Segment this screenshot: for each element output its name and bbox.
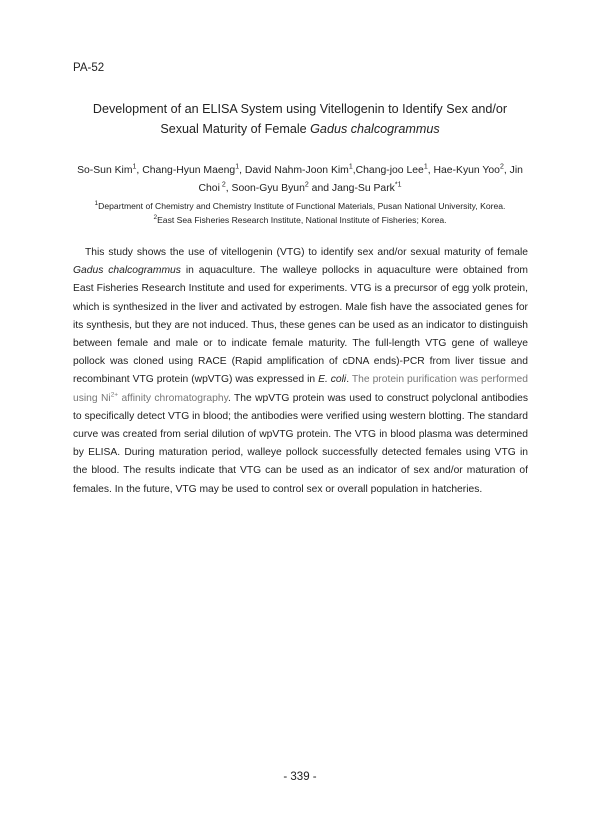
affiliation-mark: 2 xyxy=(153,214,158,222)
author-name: So-Sun Kim xyxy=(77,165,133,176)
abstract-text: . xyxy=(346,374,352,386)
abstract-text: in aquaculture. The walleye pollocks in aquaculture were obtained from East Fisheries Research Institute and used for experiments. VTG is a precursor of egg yolk protein, which is synthesized in the liver and activated by estrogen. Male fish have the associated genes for its synthesis, but they are not induced. Thus, these genes can be used as an indicator to distinguish between female and male or to indicate female maturity. The full-length VTG gene of walleye pollock was cloned using RACE (Rapid amplification of cDNA ends)-PCR from liver tissue and recombinant VTG protein (wpVTG) was expressed in xyxy=(73,265,529,386)
abstract-gray-text: The protein purification was performed using Ni xyxy=(73,374,528,404)
affiliation-list xyxy=(60,199,540,227)
page-number: - 339 - xyxy=(283,771,317,783)
title-line-2-prefix: Sexual Maturity of Female xyxy=(160,122,311,136)
author-list xyxy=(66,162,534,198)
author-affiliation-mark: 2 xyxy=(499,163,504,171)
author-affiliation-mark: 1 xyxy=(348,163,353,171)
paper-code: PA-52 xyxy=(73,62,105,74)
author-name: Jang-Su Park xyxy=(331,183,395,194)
author-affiliation-mark: *1 xyxy=(394,181,402,189)
author-affiliation-mark: 1 xyxy=(423,163,428,171)
author-name: Jin Choi xyxy=(198,165,523,194)
abstract-text: This study shows the use of vitellogenin (VTG) to identify sex and/or sexual maturity of female xyxy=(85,247,528,258)
affiliation-item xyxy=(60,199,540,213)
author-name: Soon-Gyu Byun xyxy=(231,183,305,194)
author-affiliation-mark: 2 xyxy=(219,181,226,189)
abstract-gray-text-2: affinity chromatography xyxy=(118,392,228,404)
author-separator: and xyxy=(308,183,332,194)
author-separator: , xyxy=(352,165,356,176)
author-name: Hae-Kyun Yoo xyxy=(433,165,500,176)
author-affiliation-mark: 2 xyxy=(304,181,309,189)
title-line-1: Development of an ELISA System using Vitellogenin to Identify Sex and/or xyxy=(92,102,508,116)
author-affiliation-mark: 1 xyxy=(132,163,137,171)
author-separator: , xyxy=(225,183,232,194)
abstract-species-ecoli: E. coli xyxy=(318,374,347,386)
abstract-text: . The wpVTG protein was used to construct polyclonal antibodies to specifically detect VTG in blood; the antibodies were verified using western blotting. The standard curve was created from serial dilution of wpVTG protein. The VTG in blood plasma was determined by ELISA. During maturation period, walleye pollock successfully detected females using VTG in the blood. The results indicate that VTG can be used as an indicator of sex and/or maturation of females. In the future, VTG may be used to control sex or overall population in hatcheries. xyxy=(73,392,529,495)
affiliation-text: East Sea Fisheries Research Institute, National Institute of Fisheries; Korea. xyxy=(157,215,447,225)
author-name: David Nahm-Joon Kim xyxy=(244,165,349,176)
paper-title xyxy=(60,99,540,139)
author-name: Chang-Hyun Maeng xyxy=(142,165,236,176)
author-name: Chang-joo Lee xyxy=(355,165,424,176)
author-affiliation-mark: 1 xyxy=(235,163,240,171)
title-species: Gadus chalcogrammus xyxy=(310,122,440,136)
abstract-gray-sup: 2+ xyxy=(110,391,119,399)
abstract-body xyxy=(73,244,528,499)
author-separator: , xyxy=(427,165,434,176)
affiliation-text: Department of Chemistry and Chemistry Institute of Functional Materials, Pusan National University, Korea. xyxy=(98,201,506,211)
affiliation-mark: 1 xyxy=(94,200,99,208)
author-separator: , xyxy=(503,165,510,176)
author-separator: , xyxy=(239,165,245,176)
abstract-species: Gadus chalcogrammus xyxy=(73,265,181,277)
author-separator: , xyxy=(136,165,143,176)
affiliation-item xyxy=(60,213,540,227)
